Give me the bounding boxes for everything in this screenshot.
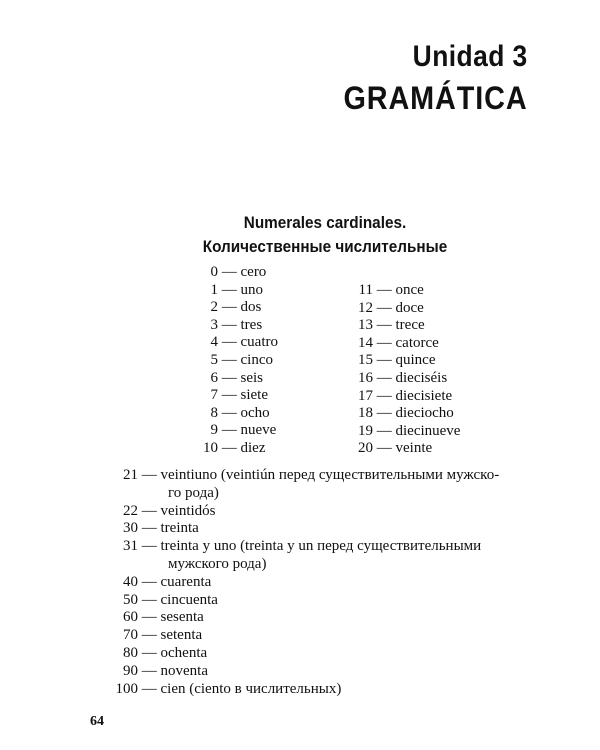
list-item-continuation: го рода)	[168, 484, 219, 501]
number-row: 17 — diecisiete	[358, 387, 453, 404]
page-number: 64	[90, 714, 104, 729]
number-row: 3 — tres	[210, 316, 263, 333]
numbers-column-1	[162, 264, 278, 458]
list-item-continuation: мужского рода)	[168, 555, 267, 572]
number-row: 1 — uno	[210, 281, 263, 298]
number-row: 12 — doce	[358, 299, 424, 316]
list-item: 22 — veintidós	[123, 502, 216, 519]
section-title: GRAMÁTICA	[343, 80, 528, 116]
number-row: 7 — siete	[210, 387, 268, 404]
subtitle-russian: Количественные числительные	[202, 237, 448, 256]
subtitle-spanish: Numerales cardinales.	[243, 213, 407, 232]
number-row: 15 — quince	[358, 352, 436, 369]
number-row: 4 — cuatro	[210, 334, 278, 351]
list-item: 80 — ochenta	[123, 644, 208, 661]
number-row: 18 — dieciocho	[358, 405, 454, 422]
number-row: 5 — cinco	[210, 351, 273, 368]
number-row: 14 — catorce	[358, 334, 439, 351]
number-row: 6 — seis	[210, 369, 263, 386]
list-item: 90 — noventa	[123, 662, 208, 679]
number-row: 2 — dos	[210, 299, 262, 316]
number-row: 0 — cero	[210, 264, 267, 280]
list-item: 30 — treinta	[123, 520, 199, 537]
number-row: 20 — veinte	[358, 440, 433, 457]
numbers-list	[104, 467, 499, 698]
list-item: 100 — cien (ciento в числительных)	[115, 680, 342, 697]
number-row: 9 — nueve	[210, 422, 277, 439]
number-row: 19 — diecinueve	[358, 422, 461, 439]
number-row: 11 — once	[358, 282, 424, 298]
list-item: 40 — cuarenta	[123, 573, 212, 590]
number-row: 8 — ocho	[210, 404, 270, 421]
list-item: 60 — sesenta	[123, 609, 204, 626]
number-row: 10 — diez	[203, 439, 266, 456]
number-row: 16 — dieciséis	[358, 369, 448, 386]
list-item: 50 — cincuenta	[123, 591, 218, 608]
numbers-column-2	[318, 282, 460, 458]
number-row: 13 — trece	[358, 317, 425, 334]
unit-title: Unidad 3	[412, 40, 528, 73]
list-item: 70 — setenta	[123, 627, 203, 644]
list-item: 31 — treinta y uno (treinta y un перед существительными	[123, 538, 482, 555]
list-item: 21 — veintiuno (veintiún перед существительными мужско-	[123, 467, 500, 483]
